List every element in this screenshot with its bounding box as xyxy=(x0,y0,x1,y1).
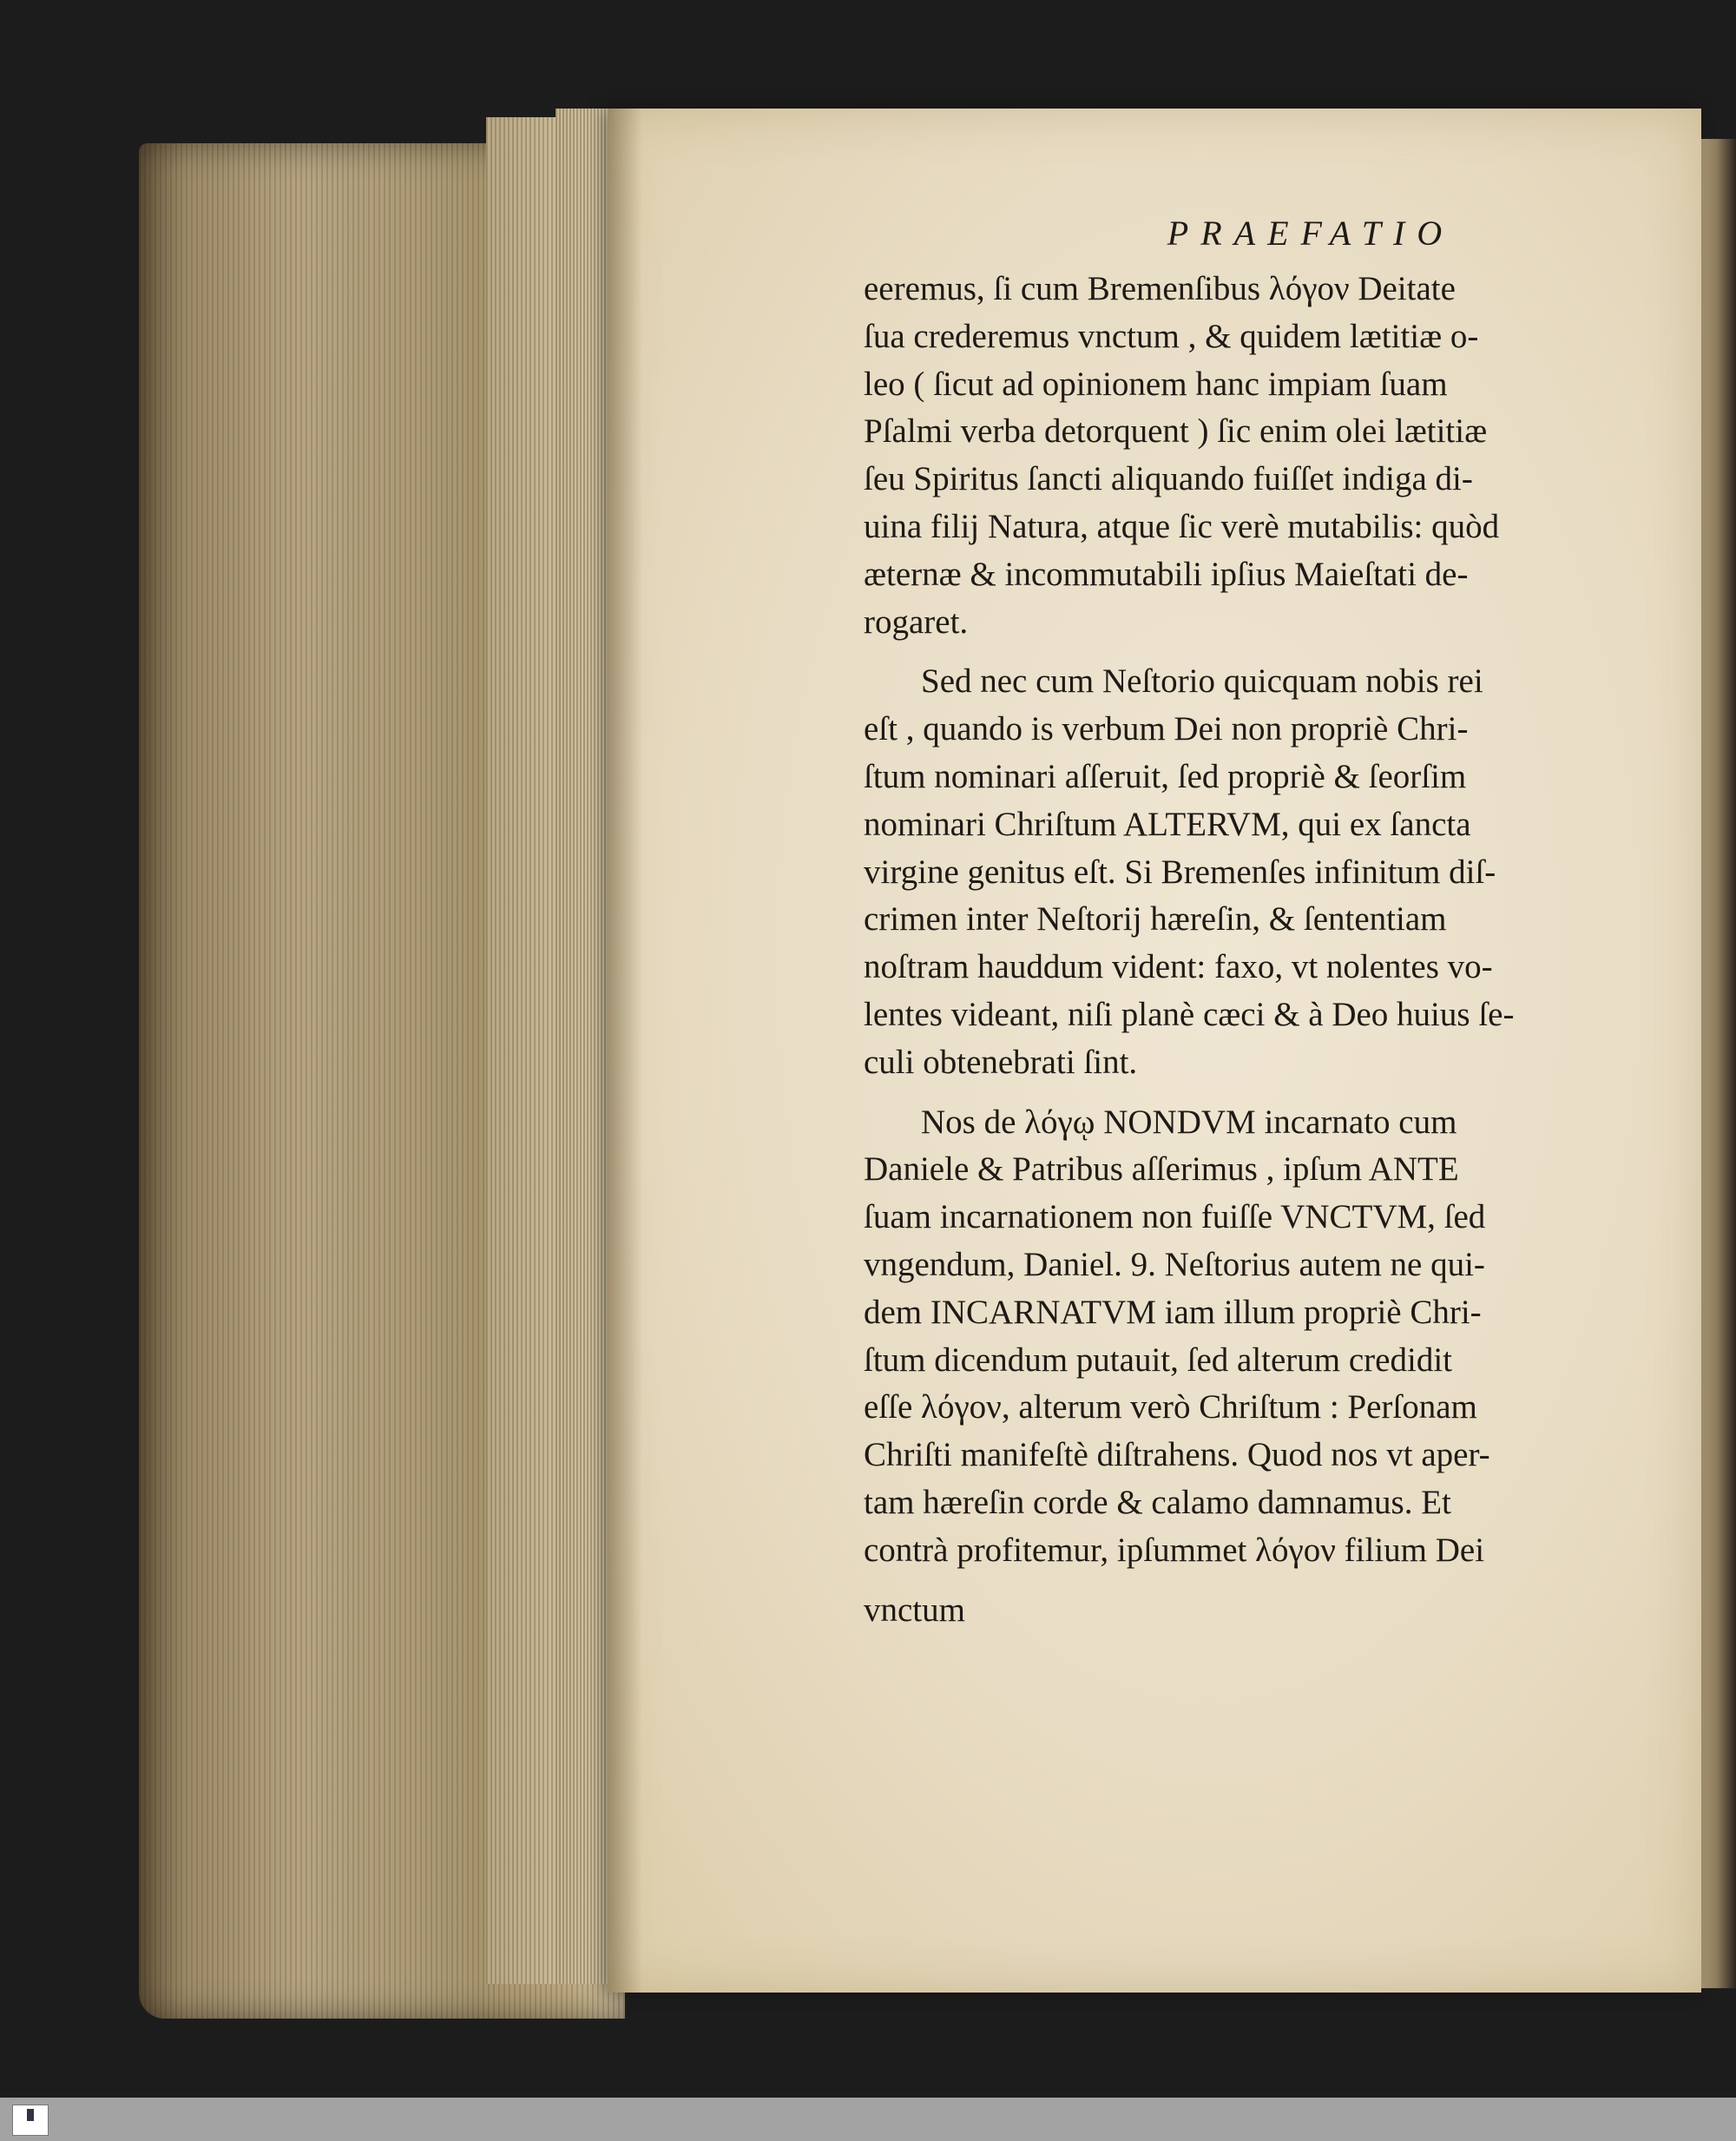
text-line: contrà profitemur, ipſummet λόγον filium Dei xyxy=(864,1531,1485,1569)
catchword: vnctum xyxy=(864,1591,965,1629)
text-line: Chriſti manifeſtè diſtrahens. Quod nos vt aper- xyxy=(864,1436,1490,1474)
text-line: æternæ & incommutabili ipſius Maieſtati de- xyxy=(864,555,1469,593)
text-line: eeremus, ſi cum Bremenſibus λόγον Deitate xyxy=(864,270,1456,307)
running-head: PRAEFATIO xyxy=(1167,214,1455,253)
text-line: ſuam incarnationem non fuiſſe VNCTVM, ſed xyxy=(864,1198,1486,1236)
text-line: virgine genitus eſt. Si Bremenſes infinitum diſ- xyxy=(864,853,1496,891)
viewer-footer-bar xyxy=(0,2098,1736,2141)
text-line: nominari Chriſtum ALTERVM, qui ex ſancta xyxy=(864,805,1471,843)
text-line: culi obtenebrati ſint. xyxy=(864,1043,1138,1081)
paragraph-1 xyxy=(864,266,1662,646)
text-line: tam hæreſin corde & calamo damnamus. Et xyxy=(864,1483,1451,1521)
text-line: noſtram hauddum vident: faxo, vt nolentes vo- xyxy=(864,948,1493,986)
text-line: crimen inter Neſtorij hæreſin, & ſententiam xyxy=(864,900,1447,939)
text-line: ſua crederemus vnctum , & quidem lætitiæ o- xyxy=(864,317,1479,355)
text-line: eſſe λόγον, alterum verò Chriſtum : Perſonam xyxy=(864,1388,1477,1426)
text-line: Nos de λόγῳ NONDVM incarnato cum xyxy=(921,1103,1457,1141)
paragraph-3 xyxy=(864,1099,1662,1575)
text-line: eſt , quando is verbum Dei non propriè Chri- xyxy=(864,710,1469,748)
text-line: leo ( ſicut ad opinionem hanc impiam ſuam xyxy=(864,365,1448,403)
paragraph-2 xyxy=(864,658,1662,1086)
text-line: rogaret. xyxy=(864,603,969,641)
text-line: dem INCARNATVM iam illum propriè Chri- xyxy=(864,1293,1482,1331)
text-line: lentes videant, niſi planè cæci & à Deo huius ſe- xyxy=(864,995,1515,1033)
text-line: vngendum, Daniel. 9. Neſtorius autem ne qui- xyxy=(864,1245,1485,1283)
text-line: Daniele & Patribus aſſerimus , ipſum ANTE xyxy=(864,1150,1459,1189)
text-line: ſtum dicendum putauit, ſed alterum credidit xyxy=(864,1341,1452,1379)
library-logo-icon xyxy=(12,2105,49,2136)
page-gutter-shadow xyxy=(608,109,642,1993)
text-line: ſeu Spiritus ſancti aliquando fuiſſet indiga di- xyxy=(864,460,1473,498)
text-line: Pſalmi verba detorquent ) ſic enim olei lætitiæ xyxy=(864,412,1488,451)
page-text xyxy=(864,213,1662,1646)
text-line: ſtum nominari aſſeruit, ſed propriè & ſeorſim xyxy=(864,757,1467,795)
text-line: Sed nec cum Neſtorio quicquam nobis rei xyxy=(921,662,1483,701)
text-line: uina filij Natura, atque ſic verè mutabilis: quòd xyxy=(864,507,1500,545)
